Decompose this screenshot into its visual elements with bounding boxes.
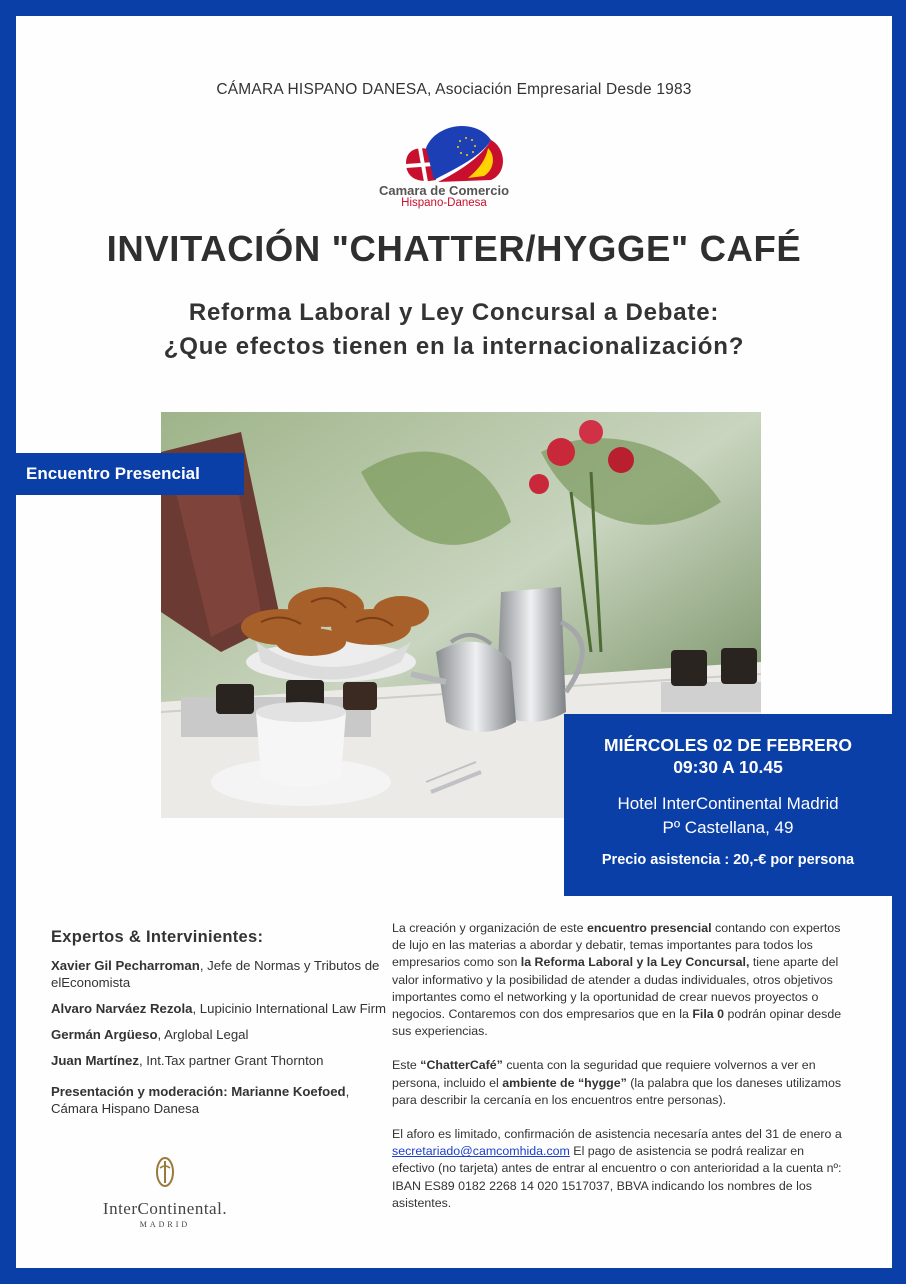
expert-name: Alvaro Narváez Rezola	[51, 1001, 193, 1016]
subtitle-line2: ¿Que efectos tienen en la internacionalización?	[163, 333, 745, 360]
text-run: contando con expertos de lujo en las materias a abordar y debatir, temas importantes para todos los empresarios como son	[392, 921, 841, 970]
main-title: INVITACIÓN "CHATTER/HYGGE" CAFÉ	[106, 228, 802, 269]
encounter-badge: Encuentro Presencial	[16, 453, 244, 495]
description-paragraph-3	[392, 1126, 844, 1212]
intercontinental-name: InterContinental.	[102, 1199, 228, 1218]
text-run: El pago de asistencia se podrá realizar en efectivo (no tarjeta) antes de entrar al encuentro o con anterioridad a la cuenta nº: IBAN ES89 0182 2268 14 020 1517037, BBVA indicando los nombres de los asistentes.	[392, 1144, 842, 1210]
experts-section	[51, 928, 386, 1117]
text-run: podrán opinar desde sus experiencias.	[392, 1007, 842, 1039]
text-run: El aforo es limitado, confirmación de asistencia necesaría antes del 31 de enero a	[392, 1127, 842, 1142]
expert-item	[51, 1026, 386, 1043]
text-run: La creación y organización de este	[392, 921, 587, 935]
intercontinental-city: MADRID	[139, 1220, 191, 1229]
expert-item	[51, 1052, 386, 1069]
logo-text-line2: Hispano-Danesa	[401, 197, 487, 209]
expert-name: Juan Martínez	[51, 1053, 139, 1068]
text-run-bold: Fila 0	[692, 1007, 724, 1022]
event-date: MIÉRCOLES 02 DE FEBRERO	[604, 735, 852, 755]
experts-heading: Expertos & Intervinientes:	[51, 928, 264, 946]
expert-item	[51, 1000, 386, 1017]
expert-role: , Jefe de Normas y Tributos de elEconomista	[51, 958, 380, 990]
text-run: (la palabra que los daneses utilizamos para describir la cercanía en los encuentros entre personas).	[392, 1075, 842, 1107]
text-run-bold: ambiente de “hygge”	[502, 1075, 627, 1090]
logo-text-line1: Camara de Comercio	[378, 183, 510, 198]
event-address: Pº Castellana, 49	[662, 818, 794, 837]
moderation-name: Presentación y moderación: Marianne Koefoed	[51, 1084, 346, 1099]
moderation-org: , Cámara Hispano Danesa	[51, 1084, 350, 1116]
text-run: cuenta con la seguridad que requiere volvernos a ver en persona, incluido el	[392, 1058, 816, 1090]
intercontinental-crest-icon	[154, 1156, 176, 1188]
text-run-bold: “ChatterCafé”	[420, 1058, 503, 1073]
description	[392, 920, 844, 1229]
expert-role: , Int.Tax partner Grant Thornton	[138, 1053, 324, 1068]
event-time: 09:30 A 10.45	[673, 757, 783, 777]
expert-name: Germán Argüeso	[51, 1027, 158, 1042]
expert-item	[51, 957, 386, 991]
org-line: CÁMARA HISPANO DANESA, Asociación Empresarial Desde 1983	[216, 81, 692, 98]
subtitle	[16, 296, 892, 364]
email-link[interactable]: secretariado@camcomhida.com	[392, 1144, 570, 1159]
text-run-bold: encuentro presencial	[586, 921, 712, 935]
text-run: Este	[392, 1058, 421, 1073]
event-price: Precio asistencia : 20,-€ por persona	[601, 852, 855, 868]
subtitle-line1: Reforma Laboral y Ley Concursal a Debate:	[188, 299, 720, 326]
event-details-box	[564, 714, 892, 896]
description-paragraph-2	[392, 1057, 844, 1109]
text-run-bold: la Reforma Laboral y la Ley Concursal,	[520, 955, 750, 970]
expert-name: Xavier Gil Pecharroman	[51, 958, 200, 973]
description-paragraph-1	[392, 920, 844, 1040]
expert-role: , Arglobal Legal	[157, 1027, 249, 1042]
moderation	[51, 1083, 386, 1117]
event-venue: Hotel InterContinental Madrid	[617, 794, 839, 813]
intercontinental-logo	[80, 1156, 250, 1231]
invitation-page	[16, 16, 892, 1268]
expert-role: , Lupicinio International Law Firm	[192, 1001, 386, 1016]
text-run: tiene aparte del valor informativo y la posibilidad de atender a dudas individuales, otros objetivos importantes como el networking y la oportunidad de crear nuevos proyectos o negocios. Contaremos con dos empresarios que en la	[392, 955, 839, 1022]
